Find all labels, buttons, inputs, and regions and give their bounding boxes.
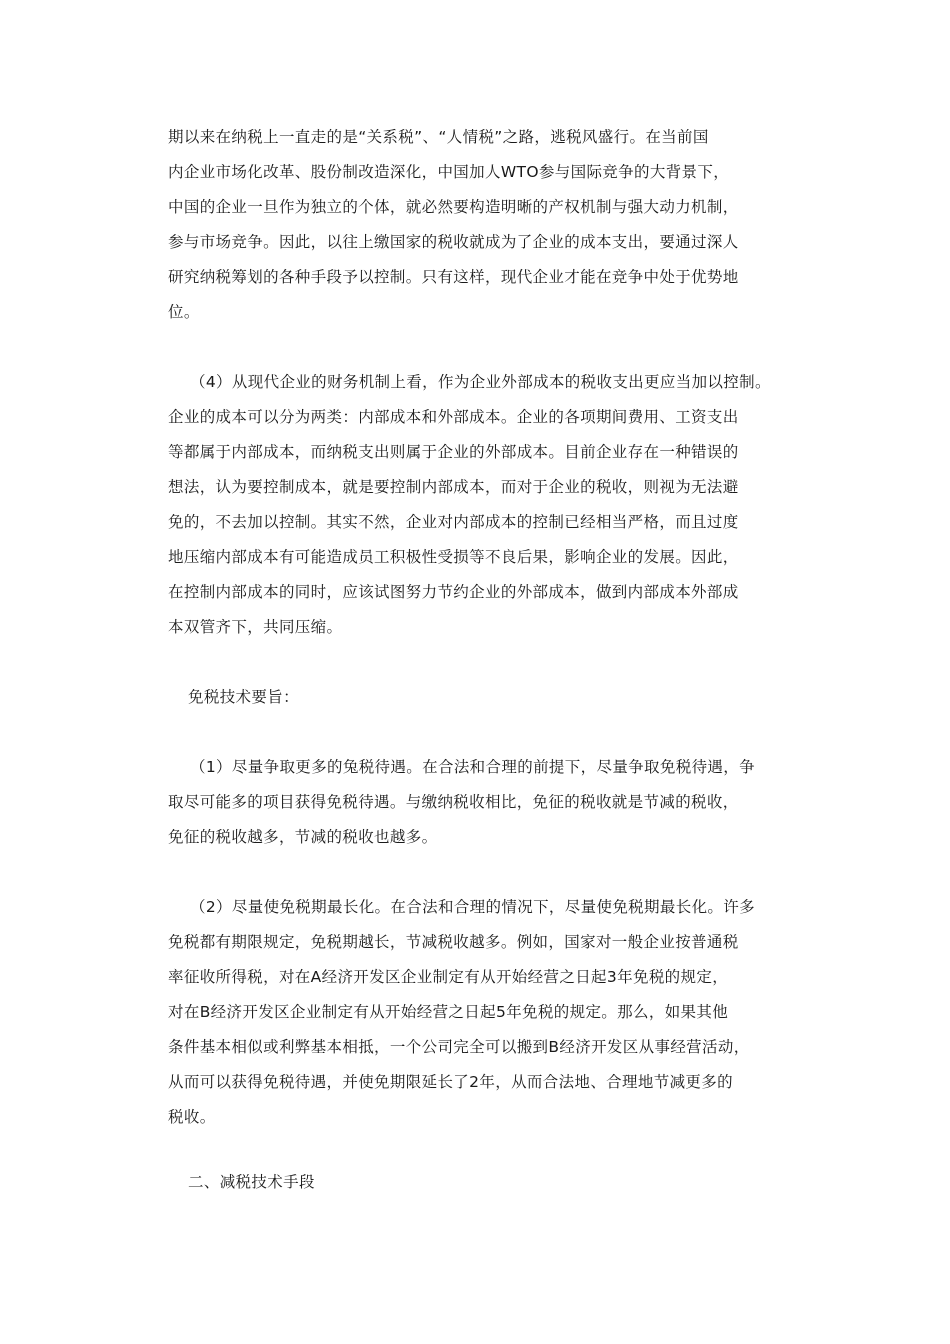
paragraph-line: 税收。 <box>168 1108 216 1126</box>
paragraph-line: 参与市场竞争。因此，以往上缴国家的税收就成为了企业的成本支出，要通过深人 <box>168 233 739 251</box>
paragraph-line: 内企业市场化改革、股份制改造深化，中国加人WTO参与国际竞争的大背景下， <box>168 163 730 181</box>
paragraph-line: 免征的税收越多，节减的税收也越多。 <box>168 828 438 846</box>
paragraph-line: 中国的企业一旦作为独立的个体，就必然要构造明晰的产权机制与强大动力机制， <box>168 198 739 216</box>
paragraph-line: 企业的成本可以分为两类：内部成本和外部成本。企业的各项期间费用、工资支出 <box>168 408 739 426</box>
paragraph-line: 率征收所得税，对在A经济开发区企业制定有从开始经营之日起3年免税的规定， <box>168 968 729 986</box>
paragraph-line: 条件基本相似或利弊基本相抵，一个公司完全可以搬到B经济开发区从事经营活动， <box>168 1038 750 1056</box>
paragraph-line: 位。 <box>168 303 200 321</box>
paragraph-line: 期以来在纳税上一直走的是“关系税”、“人情税”之路，逃税风盛行。在当前国 <box>168 128 709 146</box>
paragraph-line: 从而可以获得免税待遇，并使免期限延长了2年，从而合法地、合理地节减更多的 <box>168 1073 733 1091</box>
paragraph-line: （4）从现代企业的财务机制上看，作为企业外部成本的税收支出更应当加以控制。 <box>190 373 771 391</box>
paragraph-line: 在控制内部成本的同时，应该试图努力节约企业的外部成本，做到内部成本外部成 <box>168 583 739 601</box>
section-heading: 二、减税技术手段 <box>188 1173 315 1191</box>
paragraph-line: 想法，认为要控制成本，就是要控制内部成本，而对于企业的税收，则视为无法避 <box>168 478 739 496</box>
paragraph-line: 等都属于内部成本，而纳税支出则属于企业的外部成本。目前企业存在一种错误的 <box>168 443 739 461</box>
section-heading: 免税技术要旨： <box>188 688 299 706</box>
paragraph-line: （1）尽量争取更多的兔税待遇。在合法和合理的前提下，尽量争取免税待遇，争 <box>190 758 755 776</box>
paragraph-line: 取尽可能多的项目获得免税待遇。与缴纳税收相比，免征的税收就是节减的税收， <box>168 793 739 811</box>
paragraph-line: 对在B经济开发区企业制定有从开始经营之日起5年免税的规定。那么，如果其他 <box>168 1003 729 1021</box>
paragraph-line: 本双管齐下，共同压缩。 <box>168 618 343 636</box>
paragraph-line: （2）尽量使免税期最长化。在合法和合理的情况下，尽量使免税期最长化。许多 <box>190 898 755 916</box>
paragraph-line: 免的，不去加以控制。其实不然，企业对内部成本的控制已经相当严格，而且过度 <box>168 513 739 531</box>
paragraph-line: 地压缩内部成本有可能造成员工积极性受损等不良后果，影响企业的发展。因此， <box>168 548 739 566</box>
paragraph-line: 研究纳税筹划的各种手段予以控制。只有这样，现代企业才能在竞争中处于优势地 <box>168 268 739 286</box>
paragraph-line: 免税都有期限规定，免税期越长，节减税收越多。例如，国家对一般企业按普通税 <box>168 933 739 951</box>
